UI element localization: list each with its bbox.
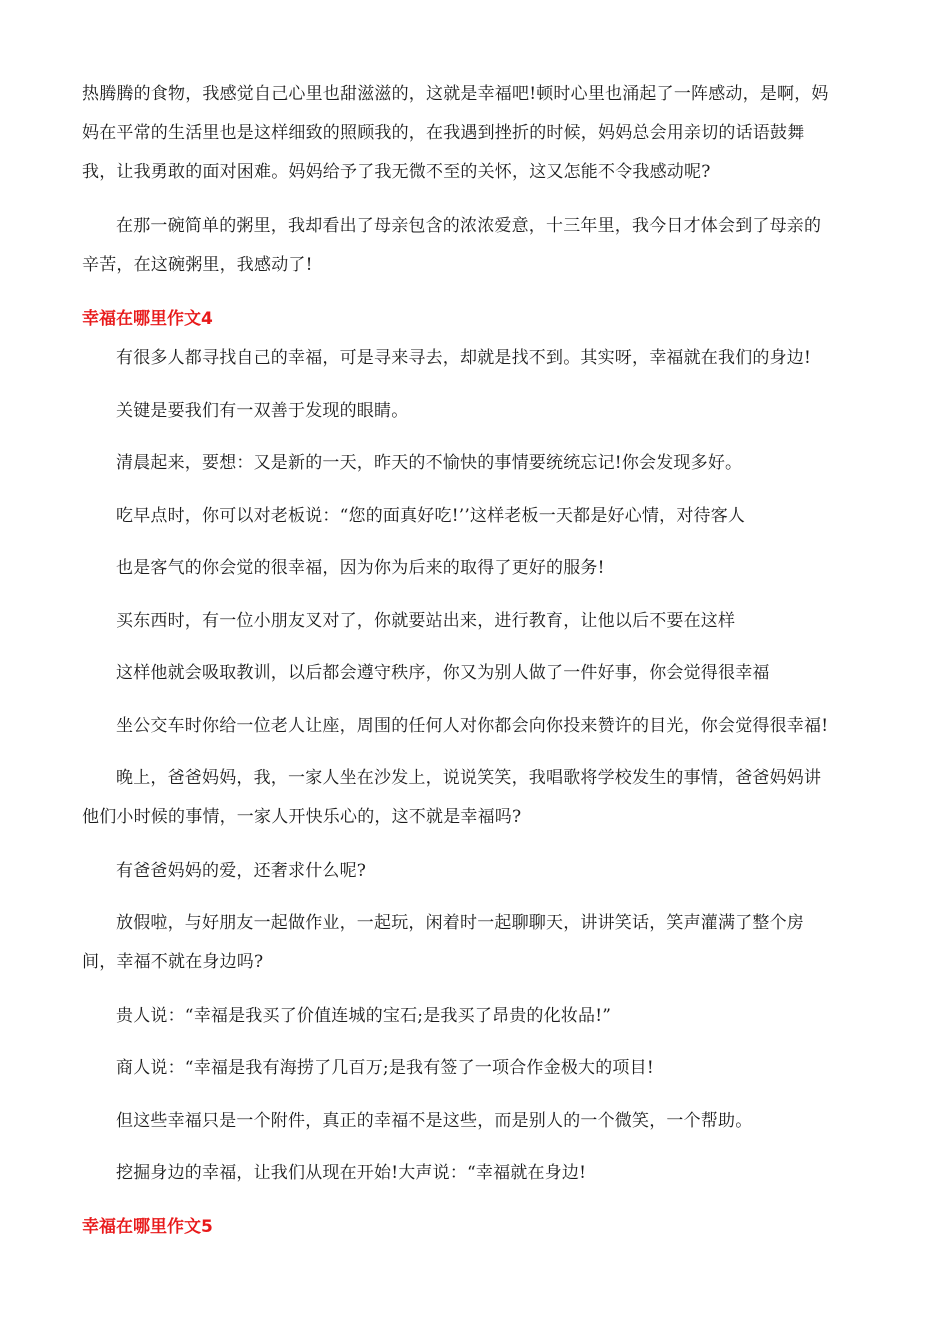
paragraph-line: 清晨起来，要想：又是新的一天，昨天的不愉快的事情要统统忘记!你会发现多好。 <box>116 453 743 473</box>
paragraph-line: 晚上，爸爸妈妈，我，一家人坐在沙发上，说说笑笑，我唱歌将学校发生的事情，爸爸妈妈讲 <box>116 768 822 788</box>
paragraph-line: 有很多人都寻找自己的幸福，可是寻来寻去，却就是找不到。其实呀，幸福就在我们的身边! <box>116 348 812 368</box>
paragraph-line: 有爸爸妈妈的爱，还奢求什么呢? <box>116 861 367 881</box>
paragraph-line: 妈在平常的生活里也是这样细致的照顾我的，在我遇到挫折的时候，妈妈总会用亲切的话语鼓舞 <box>82 123 805 143</box>
paragraph-line: 但这些幸福只是一个附件，真正的幸福不是这些，而是别人的一个微笑，一个帮助。 <box>116 1111 753 1131</box>
section-heading: 幸福在哪里作文4 <box>82 309 213 329</box>
paragraph-line: 挖掘身边的幸福，让我们从现在开始!大声说：“幸福就在身边! <box>116 1163 587 1183</box>
paragraph-line: 间，幸福不就在身边吗? <box>82 952 264 972</box>
paragraph-line: 吃早点时，你可以对老板说：“您的面真好吃!’’这样老板一天都是好心情，对待客人 <box>116 506 746 526</box>
paragraph-line: 关键是要我们有一双善于发现的眼睛。 <box>116 401 409 421</box>
paragraph-line: 也是客气的你会觉的很幸福，因为你为后来的取得了更好的服务! <box>116 558 605 578</box>
paragraph-line: 买东西时，有一位小朋友叉对了，你就要站出来，进行教育，让他以后不要在这样 <box>116 611 736 631</box>
paragraph-line: 放假啦，与好朋友一起做作业，一起玩，闲着时一起聊聊天，讲讲笑话，笑声灌满了整个房 <box>116 913 804 933</box>
section-heading: 幸福在哪里作文5 <box>82 1217 213 1237</box>
paragraph-line: 我，让我勇敢的面对困难。妈妈给予了我无微不至的关怀，这又怎能不令我感动呢? <box>82 162 711 182</box>
paragraph-line: 坐公交车时你给一位老人让座，周围的任何人对你都会向你投来赞许的目光，你会觉得很幸福! <box>116 716 829 736</box>
paragraph-line: 他们小时候的事情，一家人开快乐心的，这不就是幸福吗? <box>82 807 522 827</box>
paragraph-line: 在那一碗简单的粥里，我却看出了母亲包含的浓浓爱意，十三年里，我今日才体会到了母亲的 <box>116 216 822 236</box>
paragraph-line: 商人说：“幸福是我有海捞了几百万;是我有签了一项合作金极大的项目! <box>116 1058 654 1078</box>
paragraph-line: 这样他就会吸取教训，以后都会遵守秩序，你又为别人做了一件好事，你会觉得很幸福 <box>116 663 770 683</box>
paragraph-line: 贵人说：“幸福是我买了价值连城的宝石;是我买了昂贵的化妆品!” <box>116 1006 612 1026</box>
paragraph-line: 辛苦，在这碗粥里，我感动了! <box>82 255 313 275</box>
paragraph-line: 热腾腾的食物，我感觉自己心里也甜滋滋的，这就是幸福吧!顿时心里也涌起了一阵感动，是啊，妈 <box>82 84 829 104</box>
